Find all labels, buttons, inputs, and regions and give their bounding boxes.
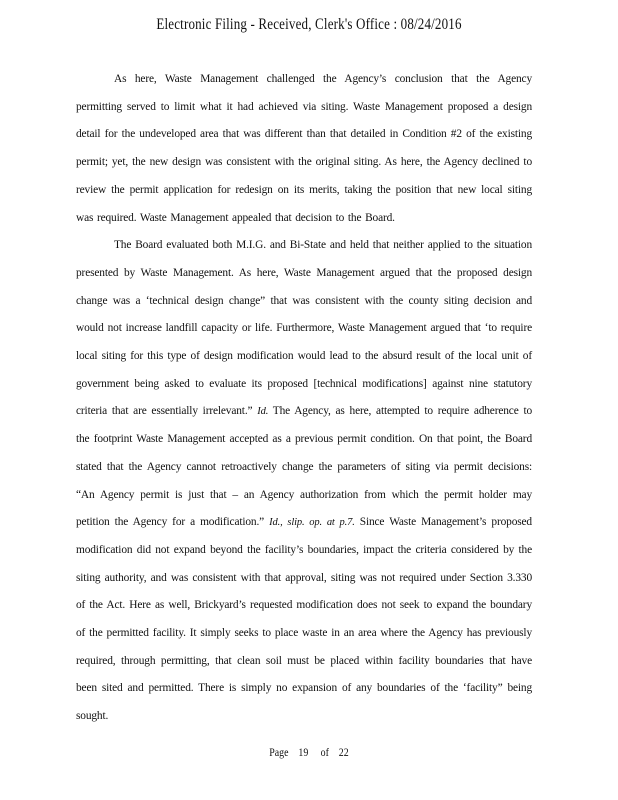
page-total: 22 [338,747,349,759]
page-number: 19 [298,747,309,759]
filing-stamp-header: Electronic Filing - Received, Clerk's Office : 08/24/2016 [156,16,462,33]
paragraph-text: Since Waste Management’s proposed modification did not expand beyond the facility’s boundaries, impact the criteria considered by the siting authority, and was consistent with that approval, siting was not required under Section 3.330 of the Act. Here as well, Brickyard’s requested modification does not seek to expand the boundary of the permitted facility. It simply seeks to place waste in an area where the Agency has previously required, through permitting, that clean soil must be placed within facility boundaries that have been sited and permitted. There is simply no expansion of any boundaries of the ‘facility” being sought. [76,516,532,723]
paragraph [76,66,532,232]
of-label: of [320,747,329,759]
paragraph [76,232,532,731]
paragraph-text: The Board evaluated both M.I.G. and Bi-State and held that neither applied to the situation presented by Waste Management. As here, Waste Management argued that the proposed design change was a ‘technical design change” that was consistent with the county siting decision and would not increase landfill capacity or life. Furthermore, Waste Management argued that ‘to require local siting for this type of design modification would lead to the absurd result of the local unit of government being asked to evaluate its proposed [technical modifications] against nine statutory criteria that are essentially irrelevant.” [76,239,532,418]
page-label: Page [269,747,289,759]
page-footer [43,747,574,759]
document-body [76,66,532,731]
citation: Id., slip. op. at p.7. [269,517,355,529]
paragraph-text: The Agency, as here, attempted to require adherence to the footprint Waste Management accepted as a previous permit condition. On that point, the Board stated that the Agency cannot retroactively change the parameters of siting via permit decisions: “An Agency permit is just that – an Agency authorization from which the permit holder may petition the Agency for a modification.” [76,405,532,529]
paragraph-text: As here, Waste Management challenged the Agency’s conclusion that the Agency permitting served to limit what it had achieved via siting. Waste Management proposed a design detail for the undeveloped area that was different than that detailed in Condition #2 of the existing permit; yet, the new design was consistent with the original siting. As here, the Agency declined to review the permit application for redesign on its merits, taking the position that new local siting was required. Waste Management appealed that decision to the Board. [76,73,532,224]
citation: Id. [257,406,269,418]
